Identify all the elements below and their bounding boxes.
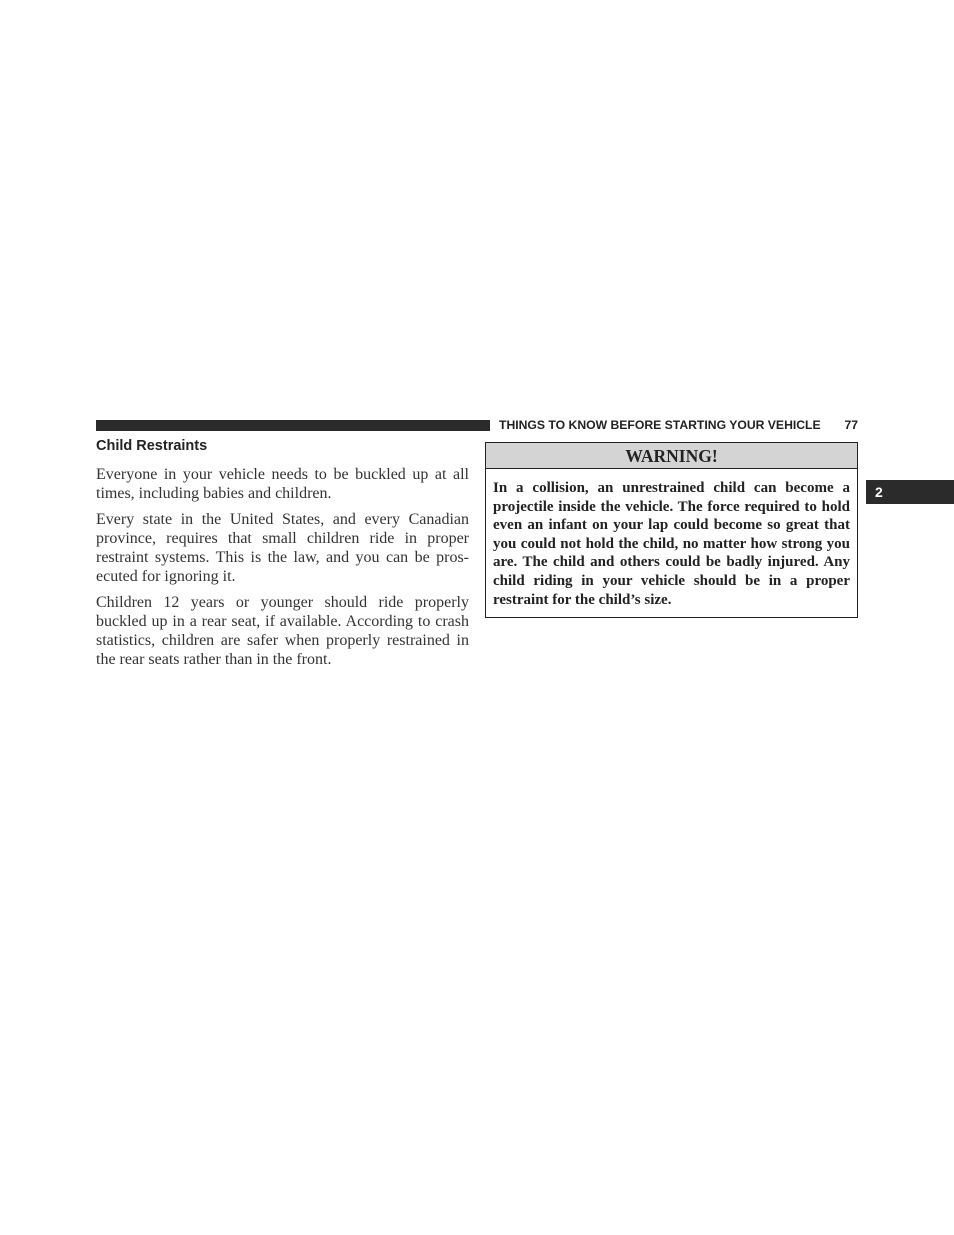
warning-title: WARNING! <box>486 443 857 469</box>
section-title: Child Restraints <box>96 438 208 454</box>
body-column <box>96 465 469 676</box>
paragraph: Children 12 years or younger should ride properly buckled up in a rear seat, if available. According to crash statistics, children are safer when properly restrained in the rear seats rather than in the front. <box>96 594 469 668</box>
warning-box <box>485 442 858 618</box>
paragraph: Every state in the United States, and every Canadian province, requires that small children ride in proper restraint systems. This is the law, and you can be pros-ecuted for ignoring it. <box>96 511 469 585</box>
warning-text: In a collision, an unrestrained child can become a projectile inside the vehicle. The force required to hold even an infant on your lap could become so great that you could not hold the child, no matter how strong you are. The child and others could be badly injured. Any child riding in your vehicle should be in a proper restraint for the child’s size. <box>493 480 850 608</box>
header-section-title: THINGS TO KNOW BEFORE STARTING YOUR VEHICLE <box>499 418 821 432</box>
header-rule <box>96 420 490 431</box>
chapter-tab: 2 <box>866 480 954 504</box>
page-number: 77 <box>844 418 858 432</box>
paragraph: Everyone in your vehicle needs to be buckled up at all times, including babies and children. <box>96 466 469 502</box>
running-header <box>499 417 858 433</box>
